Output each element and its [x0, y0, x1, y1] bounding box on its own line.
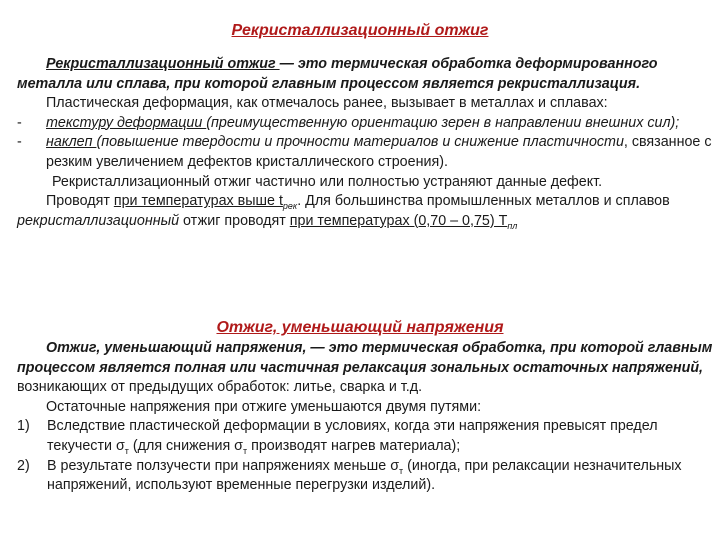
bullet-marker: -	[17, 114, 22, 131]
bullet-marker: -	[17, 134, 22, 151]
definition-text: — это термическая обработка деформированного металла или сплава, при которой главным процессом является рекристаллизация.	[17, 56, 658, 92]
section-title-stress-relief-annealing: Отжиг, уменьшающий напряжения	[216, 319, 504, 336]
removal-paragraph	[17, 173, 717, 193]
list-item-number: 2)	[17, 457, 30, 474]
conduct-temp-phrase	[113, 193, 298, 212]
list-item-text-a: В результате ползучести при напряжениях меньше σ	[47, 457, 400, 474]
intro-text: Пластическая деформация, как отмечалось ранее, вызывает в металлах и сплавах:	[46, 95, 608, 112]
bullet-texture-term: текстуру деформации	[46, 114, 207, 131]
conduct-text-d: рекристаллизационный	[17, 212, 180, 229]
bullet-work-hardening	[17, 133, 717, 172]
conduct-range-subscript: пл	[507, 220, 518, 231]
conduct-paragraph	[17, 192, 717, 231]
list-item-text-c: производят нагрев материала);	[247, 437, 461, 454]
stress-intro-text: Остаточные напряжения при отжиге уменьшаются двумя путями:	[46, 398, 482, 415]
definition-paragraph	[17, 55, 717, 94]
stress-definition-paragraph	[17, 339, 717, 398]
list-item-number: 1)	[17, 418, 30, 435]
stress-definition-bold: Отжиг, уменьшающий напряжения, — это термическая обработка, при которой главным процессом является полная или частичная релаксация зональных остаточных напряжений,	[17, 340, 713, 376]
conduct-temp-subscript: рек	[282, 201, 298, 212]
section-title-recrystallization-annealing: Рекристаллизационный отжиг	[231, 22, 489, 39]
conduct-temp-text: при температурах выше t	[113, 193, 283, 210]
section-body-recrystallization	[17, 55, 717, 231]
bullet-work-hardening-text-italic: (повышение твердости и прочности материалов и снижение пластичности	[96, 134, 624, 151]
bullet-work-hardening-text: , связанное с резким увеличением дефектов кристаллического строения).	[46, 134, 712, 170]
definition-term: Рекристаллизационный отжиг	[46, 56, 280, 72]
list-item-plastic-deformation	[17, 417, 717, 456]
conduct-text-a: Проводят	[46, 193, 114, 210]
stress-definition-text: возникающих от предыдущих обработок: литье, сварка и т.д.	[17, 379, 423, 396]
list-item-subscript: т	[243, 445, 248, 456]
conduct-text-c: . Для большинства промышленных металлов и сплавов	[297, 193, 670, 210]
bullet-texture	[17, 114, 717, 134]
section-body-stress-relief	[17, 339, 717, 496]
conduct-range-phrase	[290, 213, 518, 229]
list-item-subscript: т	[399, 465, 404, 476]
conduct-text-e: отжиг проводят	[179, 212, 290, 229]
list-item-creep	[17, 457, 717, 496]
conduct-range-text: при температурах (0,70 – 0,75) Т	[289, 212, 508, 229]
intro-paragraph	[17, 94, 717, 114]
stress-intro-paragraph	[17, 398, 717, 418]
bullet-texture-text: (преимущественную ориентацию зерен в направлении внешних сил);	[206, 114, 680, 131]
list-item-text-a: Вследствие пластической деформации в условиях, когда эти напряжения превысят предел текучести σ	[47, 418, 658, 454]
list-item-text-b: (для снижения σ	[128, 437, 244, 454]
list-item-subscript: т	[124, 445, 129, 456]
bullet-work-hardening-term: наклеп	[46, 134, 97, 151]
list-item-text-b: (иногда, при релаксации незначительных напряжений, используют временные перегрузки изделий).	[47, 457, 682, 494]
removal-text: Рекристаллизационный отжиг частично или полностью устраняют данные дефект.	[52, 173, 603, 190]
